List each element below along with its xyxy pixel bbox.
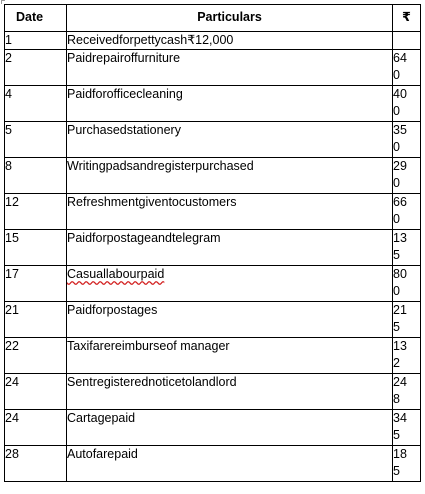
cell-amount (393, 410, 421, 446)
cell-particulars: Paidforofficecleaning (67, 86, 393, 122)
cell-date: 24 (5, 374, 67, 410)
cell-amount (393, 50, 421, 86)
cell-particulars (67, 266, 393, 302)
petty-cash-table (4, 4, 421, 482)
table-row (5, 194, 421, 230)
cell-date: 15 (5, 230, 67, 266)
amount-text: 135 (393, 231, 407, 262)
cell-amount (393, 302, 421, 338)
cell-amount (393, 194, 421, 230)
cell-amount (393, 32, 421, 50)
cell-date: 1 (5, 32, 67, 50)
cell-date: 28 (5, 446, 67, 482)
amount-text: 350 (393, 123, 407, 154)
cell-date: 4 (5, 86, 67, 122)
cell-particulars: Paidforpostages (67, 302, 393, 338)
table-row (5, 158, 421, 194)
header-date: Date (5, 5, 67, 32)
table-row (5, 446, 421, 482)
amount-text: 248 (393, 375, 407, 406)
cell-amount (393, 266, 421, 302)
amount-text: 800 (393, 267, 407, 298)
cell-amount (393, 338, 421, 374)
cell-particulars: Autofarepaid (67, 446, 393, 482)
table-row (5, 302, 421, 338)
cell-date: 17 (5, 266, 67, 302)
cell-date: 2 (5, 50, 67, 86)
cell-particulars: Receivedforpettycash₹12,000 (67, 32, 393, 50)
cell-particulars: Purchasedstationery (67, 122, 393, 158)
amount-text: 345 (393, 411, 407, 442)
cell-amount (393, 374, 421, 410)
amount-text: 215 (393, 303, 407, 334)
table-row (5, 338, 421, 374)
amount-text: 640 (393, 51, 407, 82)
cell-date: 8 (5, 158, 67, 194)
misspelled-text: Casuallabourpaid (67, 267, 165, 281)
amount-text: 400 (393, 87, 407, 118)
amount-text: 185 (393, 447, 407, 478)
table-header-row (5, 5, 421, 32)
cell-date: 21 (5, 302, 67, 338)
cell-amount (393, 122, 421, 158)
amount-text: 290 (393, 159, 407, 190)
header-amount: ₹ (393, 5, 421, 32)
cell-particulars: Writingpadsandregisterpurchased (67, 158, 393, 194)
table-row (5, 266, 421, 302)
cell-amount (393, 86, 421, 122)
cell-particulars: Sentregisterednoticetolandlord (67, 374, 393, 410)
table-row (5, 86, 421, 122)
cell-date: 5 (5, 122, 67, 158)
cell-particulars: Refreshmentgiventocustomers (67, 194, 393, 230)
cell-amount (393, 446, 421, 482)
cell-date: 12 (5, 194, 67, 230)
cell-date: 24 (5, 410, 67, 446)
cell-amount (393, 230, 421, 266)
cell-amount (393, 158, 421, 194)
table-row (5, 410, 421, 446)
amount-text: 132 (393, 339, 407, 370)
cell-particulars: Paidforpostageandtelegram (67, 230, 393, 266)
table-row (5, 50, 421, 86)
header-particulars: Particulars (67, 5, 393, 32)
amount-text: 660 (393, 195, 407, 226)
cell-particulars: Taxifarereimburseof manager (67, 338, 393, 374)
cell-date: 22 (5, 338, 67, 374)
table-row (5, 122, 421, 158)
cell-particulars: Paidrepairoffurniture (67, 50, 393, 86)
cell-particulars: Cartagepaid (67, 410, 393, 446)
table-row (5, 374, 421, 410)
table-row (5, 230, 421, 266)
table-row (5, 32, 421, 50)
